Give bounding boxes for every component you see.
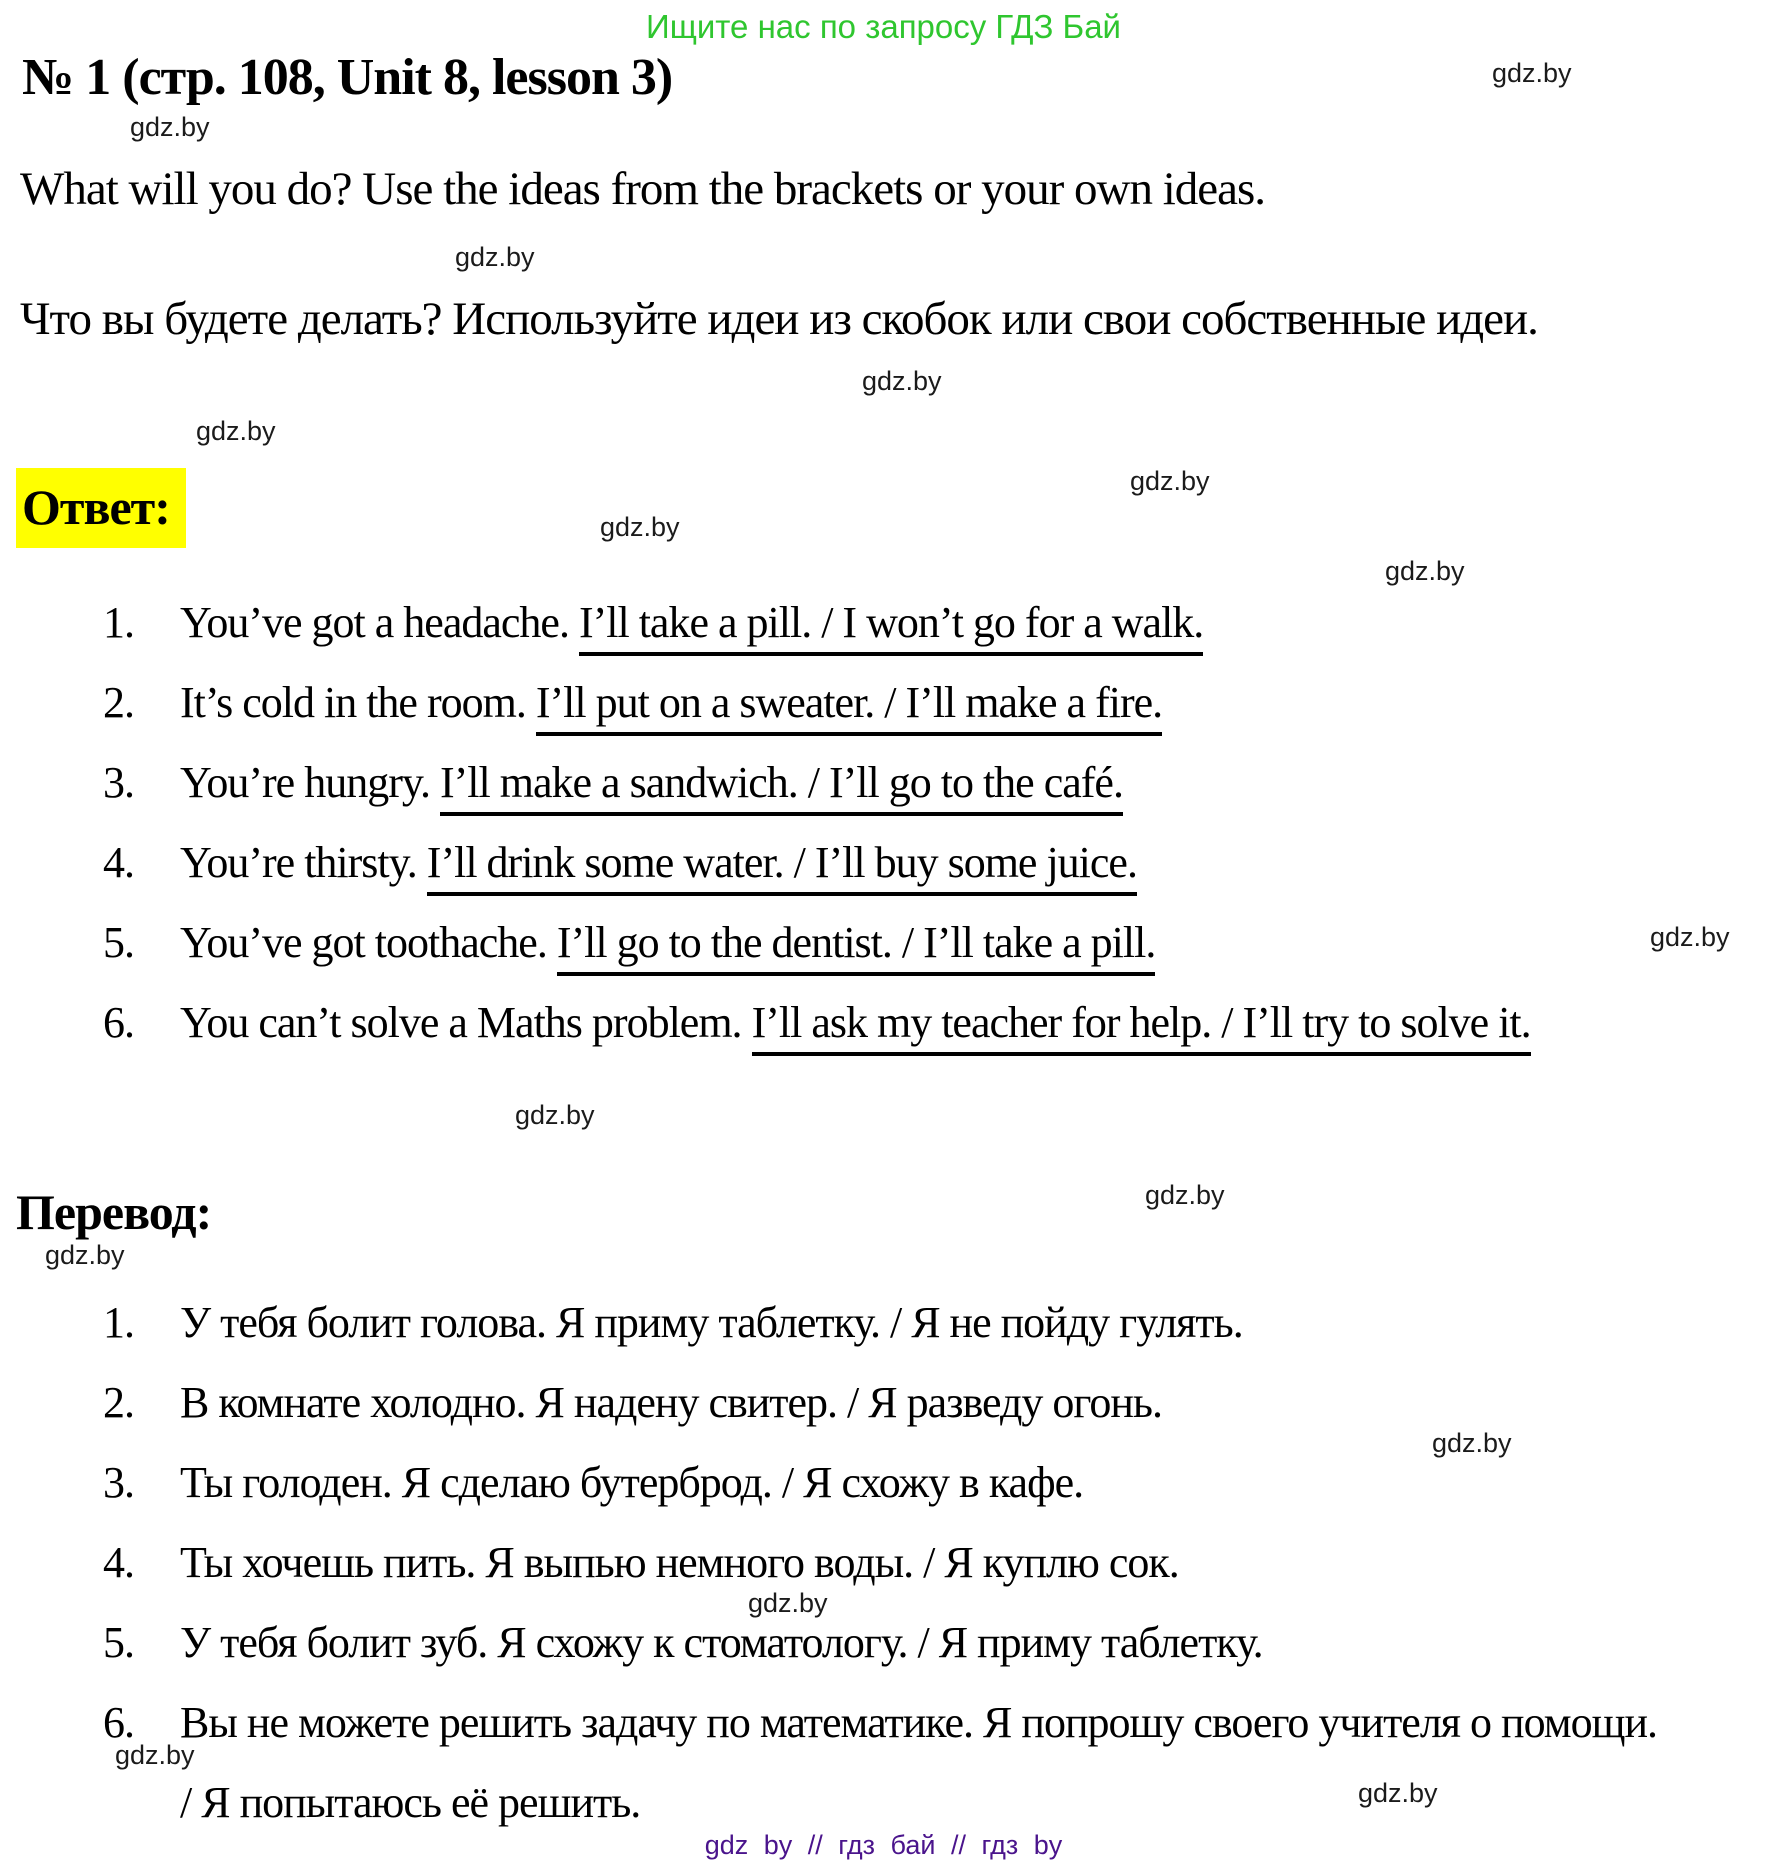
gdz-watermark: gdz.by <box>600 512 680 542</box>
gdz-watermark: gdz.by <box>1650 922 1730 952</box>
answer-prompt: You’ve got toothache. <box>180 918 547 967</box>
answer-underlined: I’ll go to the dentist. / I’ll take a pill. <box>557 918 1156 976</box>
item-number: 3. <box>103 1458 134 1507</box>
task-text-russian: Что вы будете делать? Используйте идеи из скобок или свои собственные идеи. <box>20 293 1538 345</box>
answer-prompt: You’re thirsty. <box>180 838 417 887</box>
translations-list <box>103 1283 1660 1843</box>
answer-item <box>103 903 1685 983</box>
answer-item <box>103 583 1685 663</box>
gdz-watermark: gdz.by <box>1358 1778 1438 1808</box>
gdz-watermark: gdz.by <box>196 416 276 446</box>
translation-item <box>103 1603 1660 1683</box>
item-number: 4. <box>103 1538 134 1587</box>
gdz-watermark: gdz.by <box>1385 556 1465 586</box>
item-number: 3. <box>103 758 134 807</box>
answer-text <box>180 663 1685 743</box>
gdz-watermark: gdz.by <box>1432 1428 1512 1458</box>
answer-text <box>180 583 1685 663</box>
item-number: 6. <box>103 1698 134 1747</box>
translation-text: У тебя болит зуб. Я схожу к стоматологу. / Я приму таблетку. <box>180 1618 1263 1667</box>
translation-text: В комнате холодно. Я надену свитер. / Я разведу огонь. <box>180 1378 1162 1427</box>
translation-item <box>103 1443 1660 1523</box>
translation-text: Вы не можете решить задачу по математике. Я попрошу своего учителя о помощи. / Я попытаюсь её решить. <box>180 1698 1657 1827</box>
answer-underlined: I’ll make a sandwich. / I’ll go to the café. <box>440 758 1123 816</box>
answer-item <box>103 823 1685 903</box>
answer-heading <box>16 468 186 548</box>
answer-text <box>180 743 1685 823</box>
item-number: 1. <box>103 1298 134 1347</box>
translation-heading: Перевод: <box>16 1184 212 1240</box>
gdz-watermark: gdz.by <box>45 1240 125 1270</box>
item-number: 2. <box>103 1378 134 1427</box>
answer-text <box>180 823 1685 903</box>
gdz-watermark: gdz.by <box>115 1740 195 1770</box>
gdz-watermark: gdz.by <box>1130 466 1210 496</box>
answer-prompt: You’ve got a headache. <box>180 598 569 647</box>
item-number: 4. <box>103 838 134 887</box>
answer-underlined: I’ll take a pill. / I won’t go for a walk. <box>579 598 1203 656</box>
footer-watermark: gdz by // гдз бай // гдз by <box>704 1830 1063 1860</box>
answer-item <box>103 663 1685 743</box>
gdz-watermark: gdz.by <box>748 1588 828 1618</box>
translation-item <box>103 1523 1660 1603</box>
gdz-watermark: gdz.by <box>130 112 210 142</box>
translation-item <box>103 1683 1660 1843</box>
task-text-english: What will you do? Use the ideas from the brackets or your own ideas. <box>20 163 1266 215</box>
exercise-title: № 1 (стр. 108, Unit 8, lesson 3) <box>22 49 673 106</box>
answer-item <box>103 983 1685 1063</box>
answers-list <box>103 583 1685 1063</box>
answer-heading-highlight: Ответ: <box>16 468 186 548</box>
item-number: 6. <box>103 998 134 1047</box>
gdz-watermark: gdz.by <box>862 366 942 396</box>
translation-text: Ты голоден. Я сделаю бутерброд. / Я схожу в кафе. <box>180 1458 1084 1507</box>
translation-text: У тебя болит голова. Я приму таблетку. / Я не пойду гулять. <box>180 1298 1243 1347</box>
gdz-watermark: gdz.by <box>1492 58 1572 88</box>
answer-text <box>180 903 1685 983</box>
gdz-watermark: gdz.by <box>1145 1180 1225 1210</box>
answer-underlined: I’ll ask my teacher for help. / I’ll try to solve it. <box>752 998 1531 1056</box>
answer-item <box>103 743 1685 823</box>
answer-underlined: I’ll put on a sweater. / I’ll make a fire. <box>536 678 1162 736</box>
answer-prompt: You can’t solve a Maths problem. <box>180 998 742 1047</box>
gdz-watermark: gdz.by <box>515 1100 595 1130</box>
item-number: 2. <box>103 678 134 727</box>
item-number: 5. <box>103 1618 134 1667</box>
translation-item <box>103 1363 1660 1443</box>
answer-text <box>180 983 1685 1063</box>
gdz-watermark: gdz.by <box>455 242 535 272</box>
translation-item <box>103 1283 1660 1363</box>
item-number: 1. <box>103 598 134 647</box>
item-number: 5. <box>103 918 134 967</box>
answer-prompt: You’re hungry. <box>180 758 430 807</box>
answer-underlined: I’ll drink some water. / I’ll buy some juice. <box>427 838 1137 896</box>
answer-prompt: It’s cold in the room. <box>180 678 526 727</box>
translation-text: Ты хочешь пить. Я выпью немного воды. / Я куплю сок. <box>180 1538 1179 1587</box>
promo-banner: Ищите нас по запросу ГДЗ Бай <box>646 8 1121 45</box>
